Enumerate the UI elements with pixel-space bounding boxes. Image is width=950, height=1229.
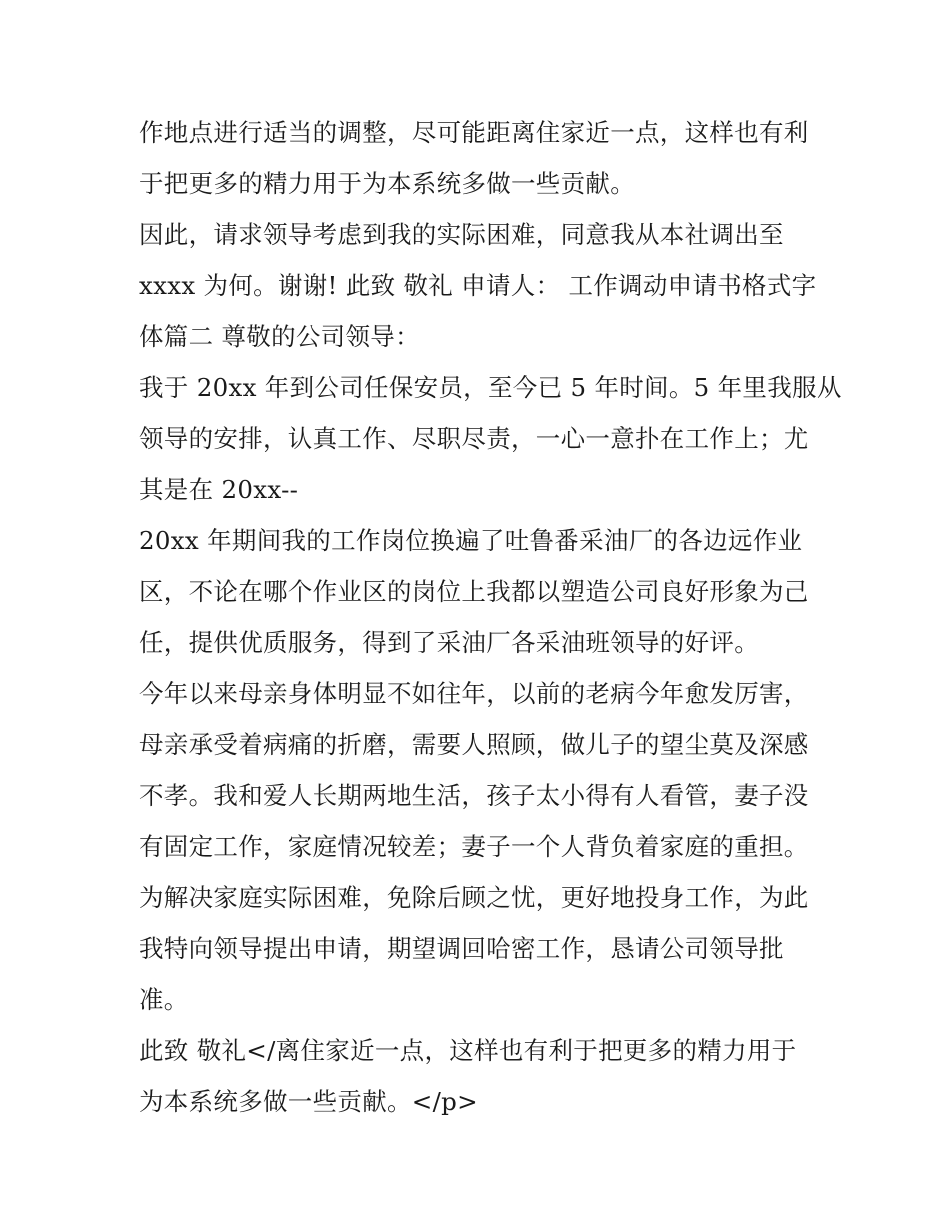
text-line: 为本系统多做一些贡献。</p>	[139, 1087, 478, 1116]
text-line: 任，提供优质服务，得到了采油厂各采油班领导的好评。	[139, 628, 759, 657]
text-line: 我于 20xx 年到公司任保安员，至今已 5 年时间。5 年里我服从	[139, 373, 842, 402]
text-line: 不孝。我和爱人长期两地生活，孩子太小得有人看管，妻子没	[139, 781, 809, 810]
text-line: 其是在 20xx--	[139, 475, 299, 504]
text-line: 区，不论在哪个作业区的岗位上我都以塑造公司良好形象为己	[139, 577, 809, 606]
text-line: 体篇二 尊敬的公司领导：	[139, 322, 420, 351]
text-line: 今年以来母亲身体明显不如往年，以前的老病今年愈发厉害，	[139, 679, 809, 708]
text-line: 此致 敬礼</离住家近一点，这样也有利于把更多的精力用于	[139, 1036, 797, 1065]
text-line: xxxx 为何。谢谢! 此致 敬礼 申请人： 工作调动申请书格式字	[139, 271, 817, 300]
text-line: 准。	[139, 985, 189, 1014]
text-line: 有固定工作，家庭情况较差；妻子一个人背负着家庭的重担。	[139, 832, 809, 861]
text-line: 母亲承受着病痛的折磨，需要人照顾，做儿子的望尘莫及深感	[139, 730, 809, 759]
text-line: 我特向领导提出申请，期望调回哈密工作，恳请公司领导批	[139, 934, 784, 963]
text-line: 领导的安排，认真工作、尽职尽责，一心一意扑在工作上；尤	[139, 424, 809, 453]
text-line: 20xx 年期间我的工作岗位换遍了吐鲁番采油厂的各边远作业	[139, 526, 803, 555]
document-body	[139, 107, 842, 1127]
text-line: 为解决家庭实际困难，免除后顾之忧，更好地投身工作，为此	[139, 883, 809, 912]
text-line: 因此，请求领导考虑到我的实际困难，同意我从本社调出至	[139, 220, 784, 249]
text-line: 于把更多的精力用于为本系统多做一些贡献。	[139, 169, 635, 198]
text-line: 作地点进行适当的调整，尽可能距离住家近一点，这样也有利	[139, 118, 809, 147]
